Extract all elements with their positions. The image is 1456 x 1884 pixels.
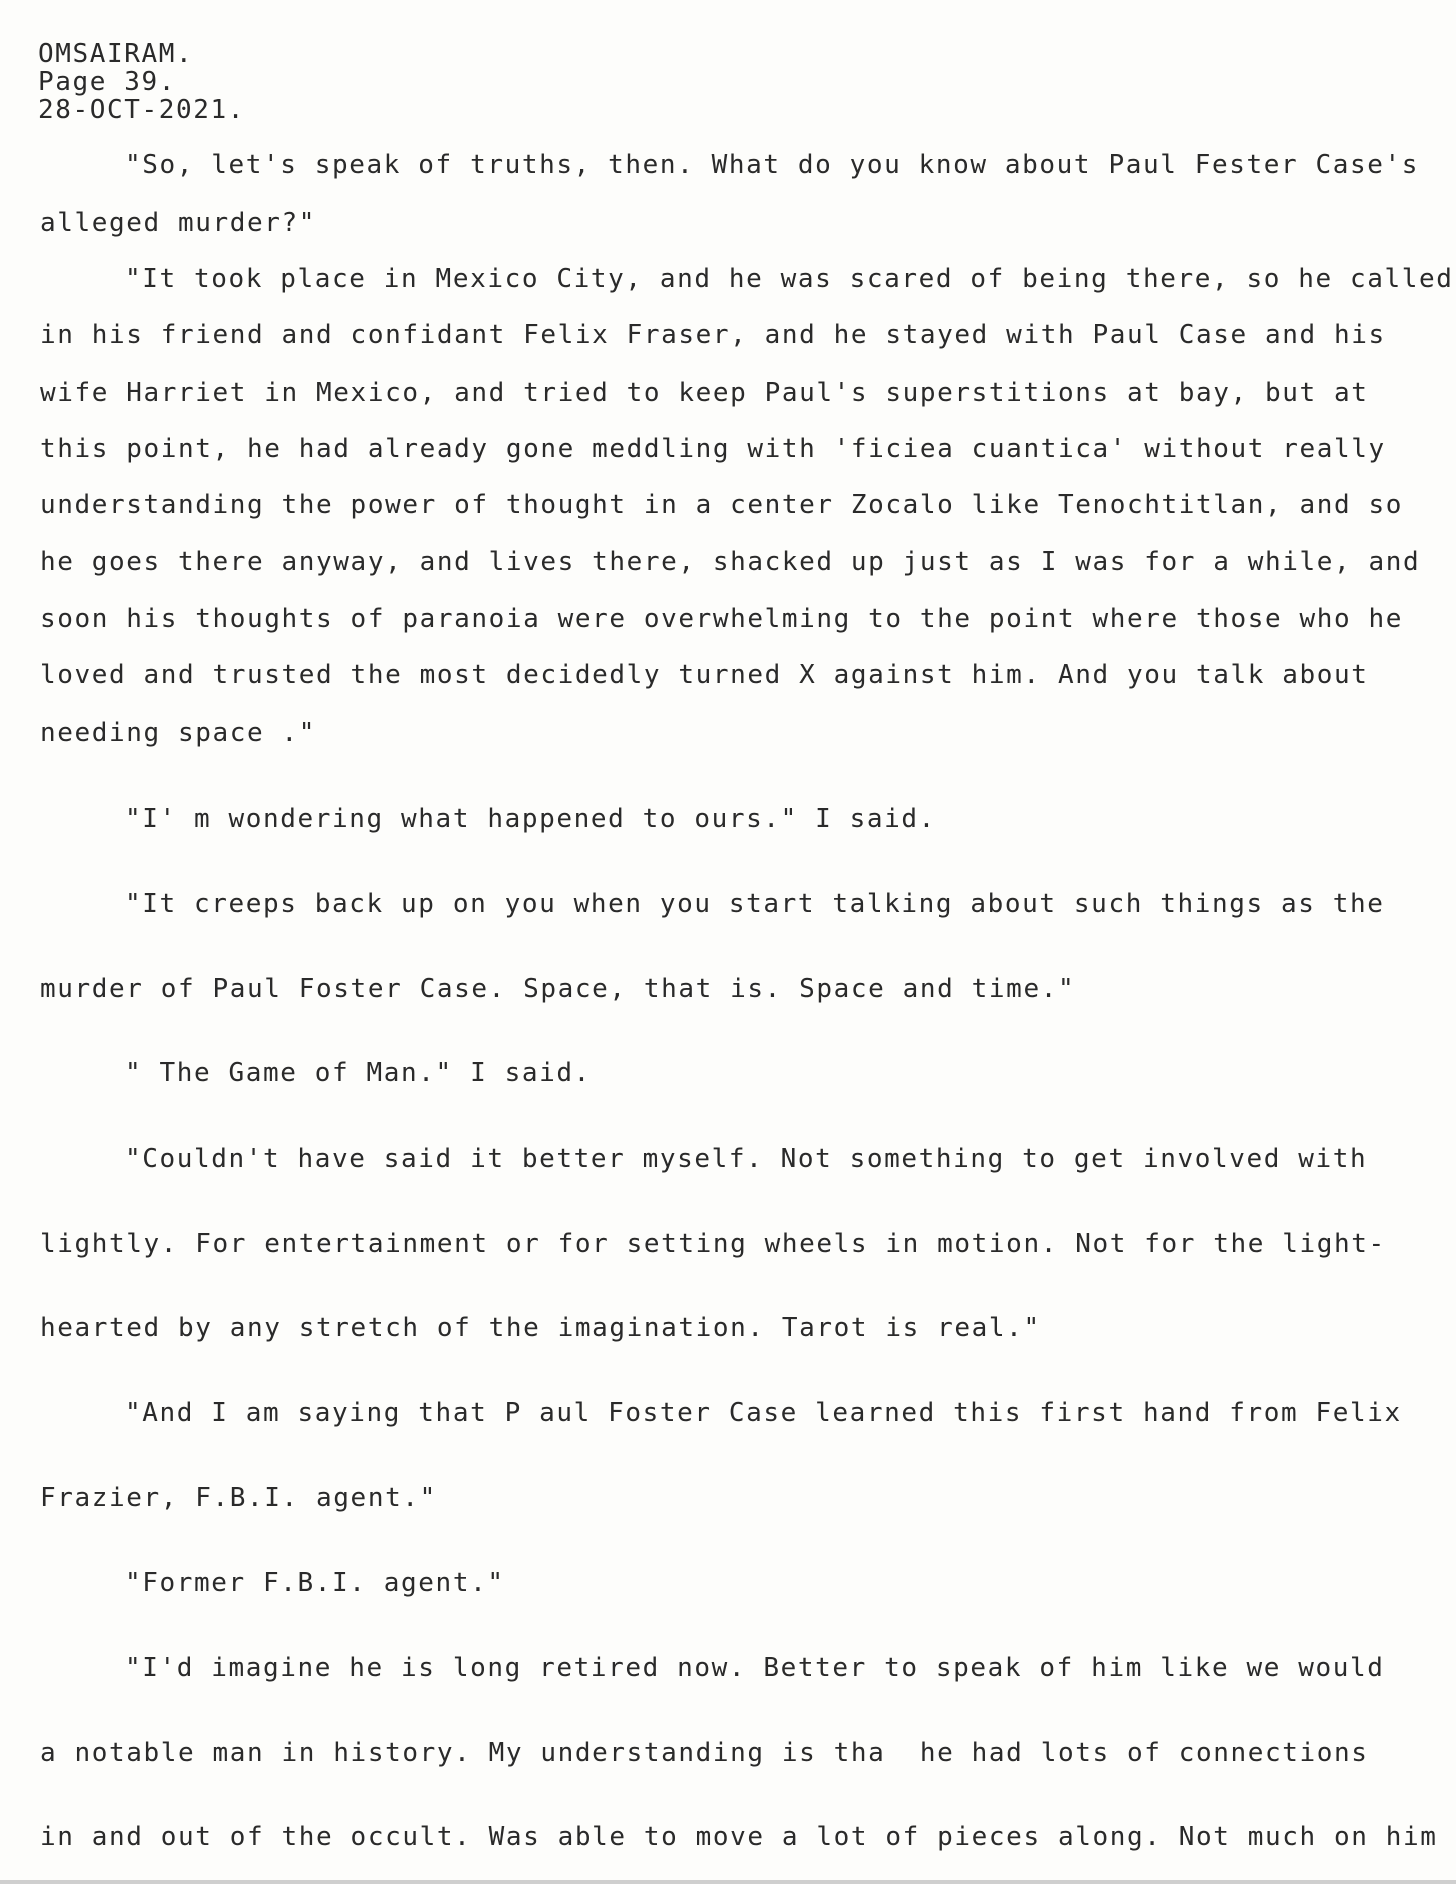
text-line: Frazier, F.B.I. agent." bbox=[40, 1483, 437, 1513]
text-line: he goes there anyway, and lives there, shacked up just as I was for a while, and bbox=[40, 547, 1421, 577]
text-line: " The Game of Man." I said. bbox=[125, 1058, 591, 1088]
text-line: "Former F.B.I. agent." bbox=[125, 1568, 505, 1598]
text-line: wife Harriet in Mexico, and tried to keep Paul's superstitions at bay, but at bbox=[40, 378, 1369, 408]
text-line: in and out of the occult. Was able to move a lot of pieces along. Not much on him bbox=[40, 1822, 1438, 1852]
text-line: loved and trusted the most decidedly turned X against him. And you talk about bbox=[40, 660, 1369, 690]
text-line: hearted by any stretch of the imagination. Tarot is real." bbox=[40, 1313, 1041, 1343]
text-line: "So, let's speak of truths, then. What do you know about Paul Fester Case's bbox=[125, 150, 1419, 180]
text-line: a notable man in history. My understanding is tha he had lots of connections bbox=[40, 1738, 1369, 1768]
text-line: "It took place in Mexico City, and he was scared of being there, so he called bbox=[125, 264, 1454, 294]
text-line: "It creeps back up on you when you start talking about such things as the bbox=[125, 889, 1385, 919]
header-page-number: Page 39. bbox=[38, 67, 177, 97]
text-line: "Couldn't have said it better myself. Not something to get involved with bbox=[125, 1144, 1368, 1174]
text-line: "I'd imagine he is long retired now. Better to speak of him like we would bbox=[125, 1653, 1385, 1683]
text-line: this point, he had already gone meddling with 'ficiea cuantica' without really bbox=[40, 434, 1386, 464]
text-line: "And I am saying that P aul Foster Case learned this first hand from Felix bbox=[125, 1398, 1402, 1428]
page-header bbox=[38, 40, 245, 124]
page-bottom-edge bbox=[0, 1880, 1456, 1884]
text-line: in his friend and confidant Felix Fraser, and he stayed with Paul Case and his bbox=[40, 320, 1386, 350]
text-line: soon his thoughts of paranoia were overwhelming to the point where those who he bbox=[40, 604, 1404, 634]
text-line: understanding the power of thought in a center Zocalo like Tenochtitlan, and so bbox=[40, 490, 1404, 520]
text-line: murder of Paul Foster Case. Space, that is. Space and time." bbox=[40, 974, 1076, 1004]
header-title: OMSAIRAM. bbox=[38, 39, 194, 69]
text-line: alleged murder?" bbox=[40, 208, 317, 238]
text-line: needing space ." bbox=[40, 718, 317, 748]
text-line: lightly. For entertainment or for setting wheels in motion. Not for the light- bbox=[40, 1229, 1386, 1259]
text-line: "I' m wondering what happened to ours." I said. bbox=[125, 804, 936, 834]
header-date: 28-OCT-2021. bbox=[38, 95, 246, 125]
